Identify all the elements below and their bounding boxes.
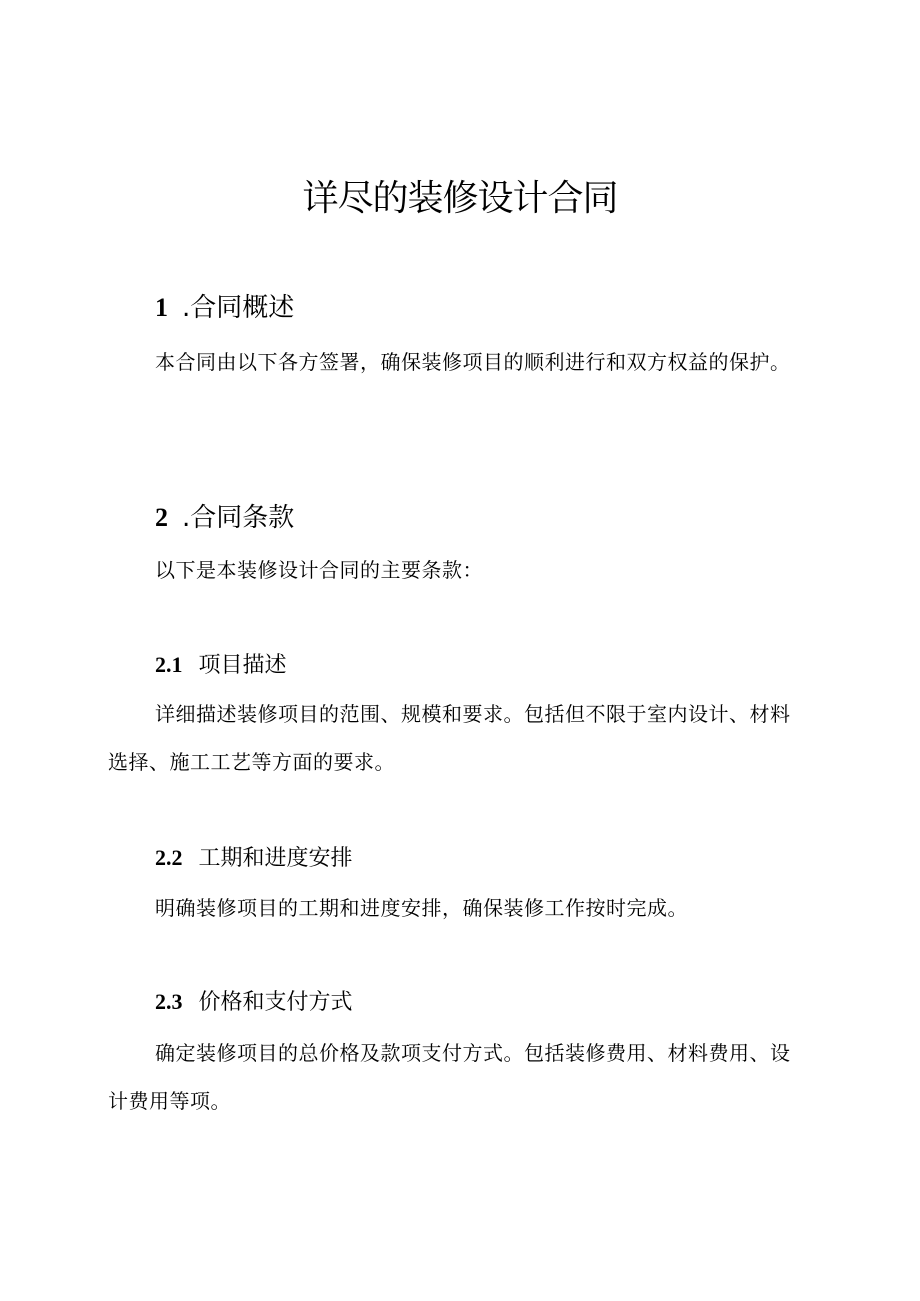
subsection-2-3-heading — [155, 987, 353, 1018]
subsection-2-3-number: 2.3 — [155, 989, 183, 1014]
subsection-2-3-title: 价格和支付方式 — [198, 990, 353, 1015]
subsection-2-3-paragraph: 确定装修项目的总价格及款项支付方式。包括装修费用、材料费用、设计费用等项。 — [108, 1041, 791, 1113]
section-1-heading — [155, 290, 294, 326]
section-2-paragraph: 以下是本装修设计合同的主要条款： — [155, 558, 483, 582]
subsection-2-2-paragraph: 明确装修项目的工期和进度安排，确保装修工作按时完成。 — [155, 896, 688, 920]
section-1-number: 1 — [155, 293, 168, 322]
document-title: 详尽的装修设计合同 — [302, 178, 618, 219]
section-1-paragraph: 本合同由以下各方签署，确保装修项目的顺利进行和双方权益的保护。 — [155, 350, 791, 374]
subsection-2-2-number: 2.2 — [155, 845, 183, 870]
subsection-2-1-paragraph: 详细描述装修项目的范围、规模和要求。包括但不限于室内设计、材料选择、施工工艺等方面的要求。 — [108, 702, 791, 774]
section-1-title: .合同概述 — [182, 293, 295, 323]
subsection-2-2-heading — [155, 843, 353, 874]
subsection-2-2-title: 工期和进度安排 — [198, 846, 353, 871]
section-2-title: .合同条款 — [182, 503, 295, 533]
section-2-heading — [155, 500, 294, 536]
section-2-number: 2 — [155, 503, 168, 532]
subsection-2-1-number: 2.1 — [155, 652, 183, 677]
subsection-2-1-heading — [155, 650, 287, 681]
subsection-2-1-title: 项目描述 — [198, 653, 287, 678]
